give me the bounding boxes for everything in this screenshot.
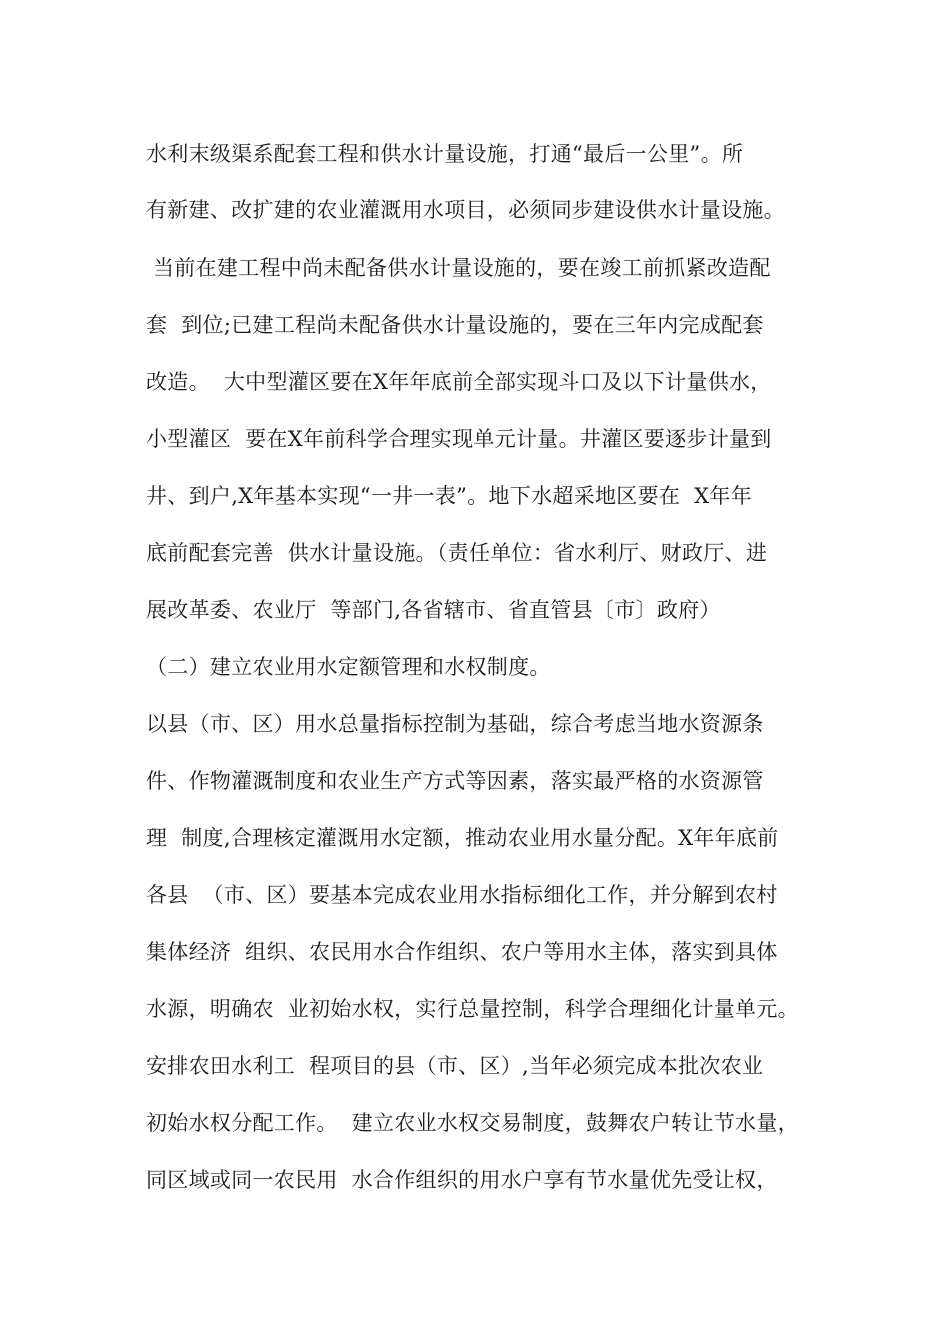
text-line: 当前在建工程中尚未配备供水计量设施的，要在竣工前抓紧改造配 bbox=[146, 256, 771, 280]
text-line: 以县（市、区）用水总量指标控制为基础，综合考虑当地水资源条 bbox=[146, 712, 764, 736]
text-line: 小型灌区 要在X年前科学合理实现单元计量。井灌区要逐步计量到 bbox=[146, 427, 772, 451]
text-line: 水利末级渠系配套工程和供水计量设施，打通“最后一公里”。所 bbox=[146, 142, 744, 166]
text-line: 展改革委、农业厅 等部门,各省辖市、省直管县〔市〕政府） bbox=[146, 598, 721, 622]
section-heading: （二）建立农业用水定额管理和水权制度。 bbox=[146, 655, 551, 679]
text-line: 理 制度,合理核定灌溉用水定额，推动农业用水量分配。X年年底前 bbox=[146, 826, 779, 850]
text-line: 同区域或同一农民用 水合作组织的用水户享有节水量优先受让权， bbox=[146, 1168, 778, 1192]
text-line: 套 到位;已建工程尚未配备供水计量设施的，要在三年内完成配套 bbox=[146, 313, 764, 337]
text-line: 水源，明确农 业初始水权，实行总量控制，科学合理细化计量单元。 bbox=[146, 997, 799, 1021]
text-line: 井、到户,X年基本实现“一井一表”。地下水超采地区要在 X年年 bbox=[146, 484, 752, 508]
text-line: 底前配套完善 供水计量设施。（责任单位：省水利厅、财政厅、进 bbox=[146, 541, 768, 565]
text-line: 安排农田水利工 程项目的县（市、区）,当年必须完成本批次农业 bbox=[146, 1054, 764, 1078]
text-line: 件、作物灌溉制度和农业生产方式等因素，落实最严格的水资源管 bbox=[146, 769, 764, 793]
text-line: 有新建、改扩建的农业灌溉用水项目，必须同步建设供水计量设施。 bbox=[146, 198, 785, 222]
text-line: 改造。 大中型灌区要在X年年底前全部实现斗口及以下计量供水， bbox=[146, 370, 772, 394]
text-line: 各县 （市、区）要基本完成农业用水指标细化工作，并分解到农村 bbox=[146, 883, 778, 907]
text-line: 集体经济 组织、农民用水合作组织、农户等用水主体，落实到具体 bbox=[146, 940, 778, 964]
text-line: 初始水权分配工作。 建立农业水权交易制度，鼓舞农户转让节水量， bbox=[146, 1111, 799, 1135]
